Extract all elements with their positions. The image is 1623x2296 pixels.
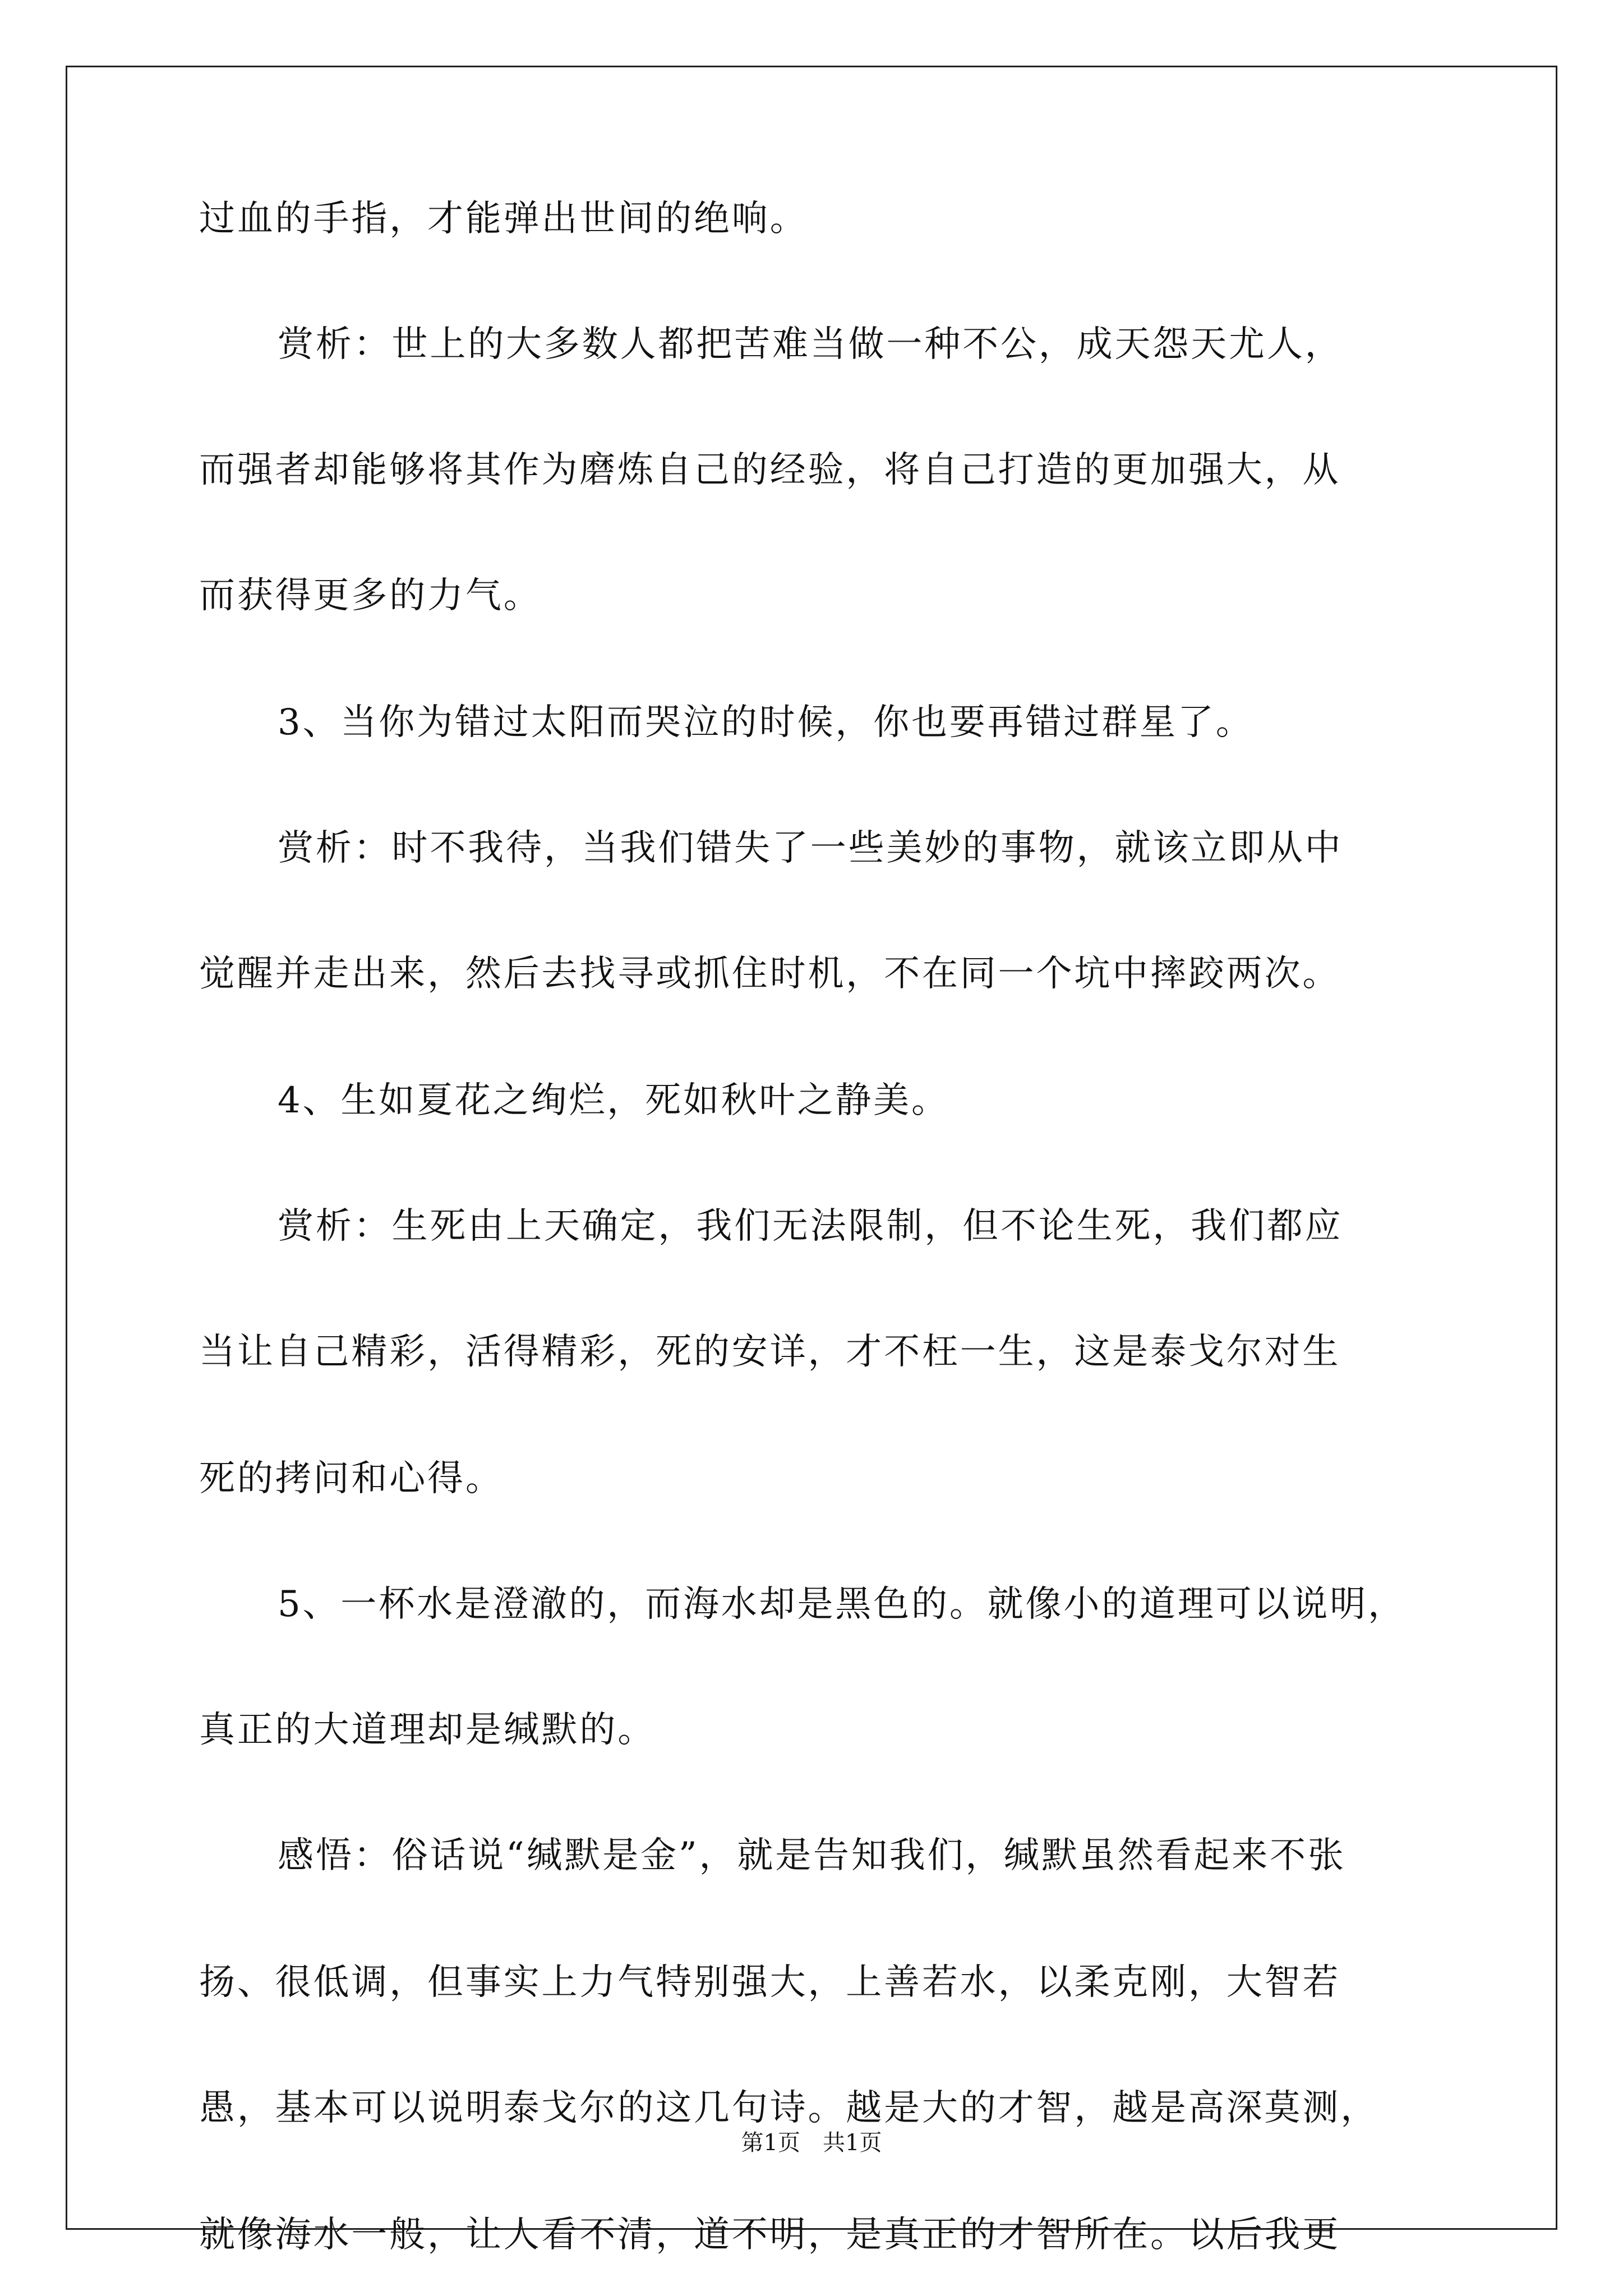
- text-line: 4、生如夏花之绚烂，死如秋叶之静美。: [278, 1080, 949, 1121]
- text-line: 扬、很低调，但事实上力气特别强大，上善若水，以柔克刚，大智若: [199, 1962, 1341, 2003]
- text-line: 愚，基本可以说明泰戈尔的这几句诗。越是大的才智，越是高深莫测，: [199, 2087, 1379, 2129]
- text-line: 就像海水一般，让人看不清，道不明，是真正的才智所在。以后我更: [199, 2214, 1341, 2256]
- text-line: 死的拷问和心得。: [199, 1458, 504, 1499]
- text-line: 3、当你为错过太阳而哭泣的时候，你也要再错过群星了。: [278, 702, 1254, 743]
- page-border: [66, 66, 1557, 2230]
- text-line: 而强者却能够将其作为磨炼自己的经验，将自己打造的更加强大，从: [199, 449, 1341, 491]
- text-line: 赏析：时不我待，当我们错失了一些美妙的事物，就该立即从中: [278, 827, 1343, 869]
- text-line: 过血的手指，才能弹出世间的绝响。: [199, 198, 808, 240]
- page-number: 第1页 共1页: [741, 2130, 882, 2156]
- text-line: 赏析：世上的大多数人都把苦难当做一种不公，成天怨天尤人，: [278, 324, 1343, 365]
- text-line: 而获得更多的力气。: [199, 575, 542, 616]
- text-line: 真正的大道理却是缄默的。: [199, 1709, 656, 1751]
- text-line: 5、一杯水是澄澈的，而海水却是黑色的。就像小的道理可以说明，: [278, 1584, 1406, 1625]
- text-line: 赏析：生死由上天确定，我们无法限制，但不论生死，我们都应: [278, 1205, 1343, 1247]
- text-line: 感悟：俗话说“缄默是金”，就是告知我们，缄默虽然看起来不张: [278, 1835, 1346, 1876]
- text-line: 当让自己精彩，活得精彩，死的安详，才不枉一生，这是泰戈尔对生: [199, 1331, 1341, 1373]
- text-line: 觉醒并走出来，然后去找寻或抓住时机，不在同一个坑中摔跤两次。: [199, 953, 1341, 995]
